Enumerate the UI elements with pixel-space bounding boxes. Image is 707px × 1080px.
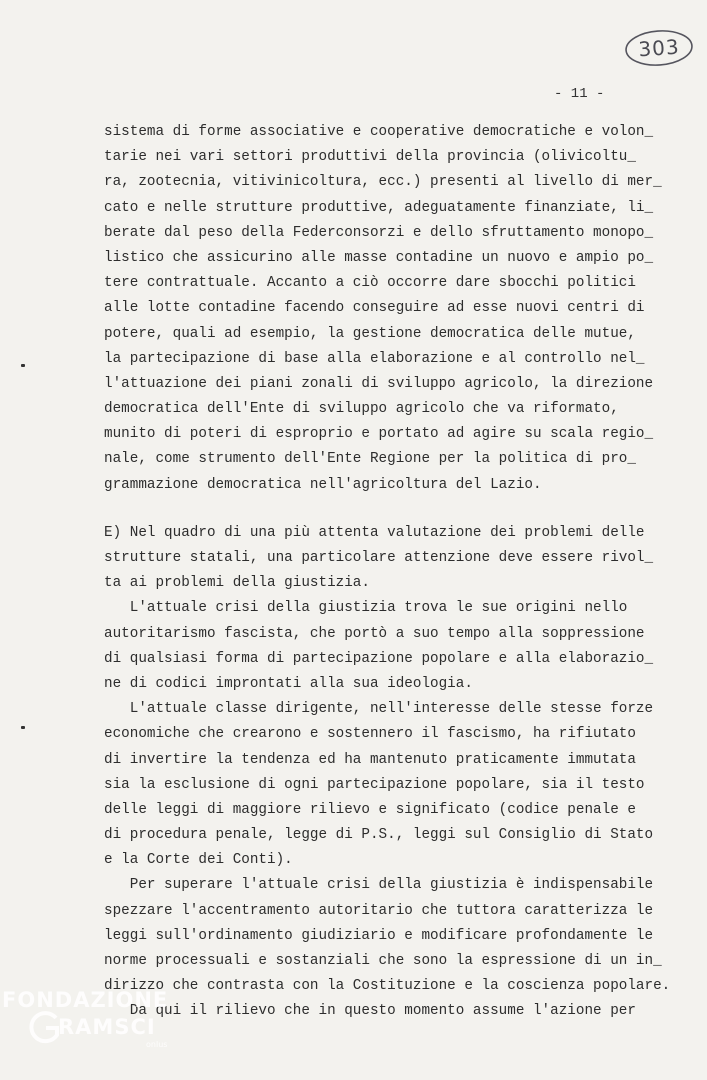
margin-dot-mark: [21, 364, 25, 367]
text-line: di procedura penale, legge di P.S., leggi sul Consiglio di Stato: [104, 827, 654, 844]
text-line: ta ai problemi della giustizia.: [104, 575, 370, 592]
text-line: nale, come strumento dell'Ente Regione per la politica di pro_: [104, 451, 636, 468]
text-line: e la Corte dei Conti).: [104, 852, 293, 869]
page-number: - 11 -: [554, 86, 605, 102]
text-line: munito di poteri di esproprio e portato ad agire su scala regio_: [104, 426, 654, 443]
document-body: [104, 120, 671, 1025]
archive-reference-stamp: [623, 26, 696, 71]
text-line: berate dal peso della Federconsorzi e dello sfruttamento monopo_: [104, 224, 654, 241]
text-line: norme processuali e sostanziali che sono la espressione di un in_: [104, 953, 662, 969]
text-line: tere contrattuale. Accanto a ciò occorre dare sbocchi politici: [104, 275, 636, 292]
text-line: autoritarismo fascista, che portò a suo tempo alla soppressione: [104, 625, 645, 642]
text-line: Da qui il rilievo che in questo momento assume l'azione per: [104, 1003, 636, 1020]
text-line: spezzare l'accentramento autoritario che tuttora caratterizza le: [104, 902, 654, 919]
paragraph-2: [104, 521, 671, 1025]
text-line: democratica dell'Ente di sviluppo agricolo che va riformato,: [104, 401, 619, 418]
reference-number: 303: [637, 34, 681, 62]
text-line: alle lotte contadine facendo conseguire ad esse nuovi centri di: [104, 300, 645, 317]
text-line: ne di codici improntati alla sua ideologia.: [104, 675, 473, 692]
text-line: E) Nel quadro di una più attenta valutazione dei problemi delle: [104, 524, 645, 541]
text-line: la partecipazione di base alla elaborazione e al controllo nel_: [104, 350, 645, 367]
paragraph-1: [104, 120, 662, 498]
text-line: L'attuale crisi della giustizia trova le sue origini nello: [104, 600, 628, 617]
text-line: strutture statali, una particolare attenzione deve essere rivol_: [104, 550, 654, 566]
text-line: delle leggi di maggiore rilievo e significato (codice penale e: [104, 801, 636, 818]
text-line: di invertire la tendenza ed ha mantenuto praticamente immutata: [104, 751, 636, 768]
text-line: tarie nei vari settori produttivi della provincia (olivicoltu_: [104, 149, 636, 166]
text-line: sistema di forme associative e cooperative democratiche e volon_: [104, 124, 654, 140]
watermark-suffix: onlus: [146, 1040, 168, 1049]
text-line: leggi sull'ordinamento giudiziario e modificare profondamente le: [104, 927, 654, 944]
text-line: potere, quali ad esempio, la gestione democratica delle mutue,: [104, 325, 636, 342]
text-line: listico che assicurino alle masse contadine un nuovo e ampio po_: [104, 249, 654, 266]
watermark-line2: RAMSCI: [58, 1015, 156, 1039]
text-line: ra, zootecnia, vitivinicoltura, ecc.) presenti al livello di mer_: [104, 174, 662, 191]
text-line: Per superare l'attuale crisi della giustizia è indispensabile: [104, 877, 654, 894]
foundation-watermark: [0, 988, 200, 1058]
watermark-line1: FONDAZIONE: [2, 988, 169, 1012]
text-line: grammazione democratica nell'agricoltura del Lazio.: [104, 476, 542, 493]
watermark-g-logo-icon: [28, 1008, 62, 1048]
text-line: di qualsiasi forma di partecipazione popolare e alla elaborazio_: [104, 650, 654, 667]
text-line: L'attuale classe dirigente, nell'interesse delle stesse forze: [104, 701, 654, 718]
text-line: dirizzo che contrasta con la Costituzione e la coscienza popolare.: [104, 978, 671, 995]
text-line: economiche che crearono e sostennero il fascismo, ha rifiutato: [104, 726, 636, 743]
text-line: l'attuazione dei piani zonali di sviluppo agricolo, la direzione: [104, 375, 654, 392]
text-line: sia la esclusione di ogni partecipazione popolare, sia il testo: [104, 776, 645, 793]
text-line: cato e nelle strutture produttive, adeguatamente finanziate, li_: [104, 199, 654, 216]
margin-dot-mark: [21, 726, 25, 729]
paragraph-spacer: [104, 498, 644, 521]
